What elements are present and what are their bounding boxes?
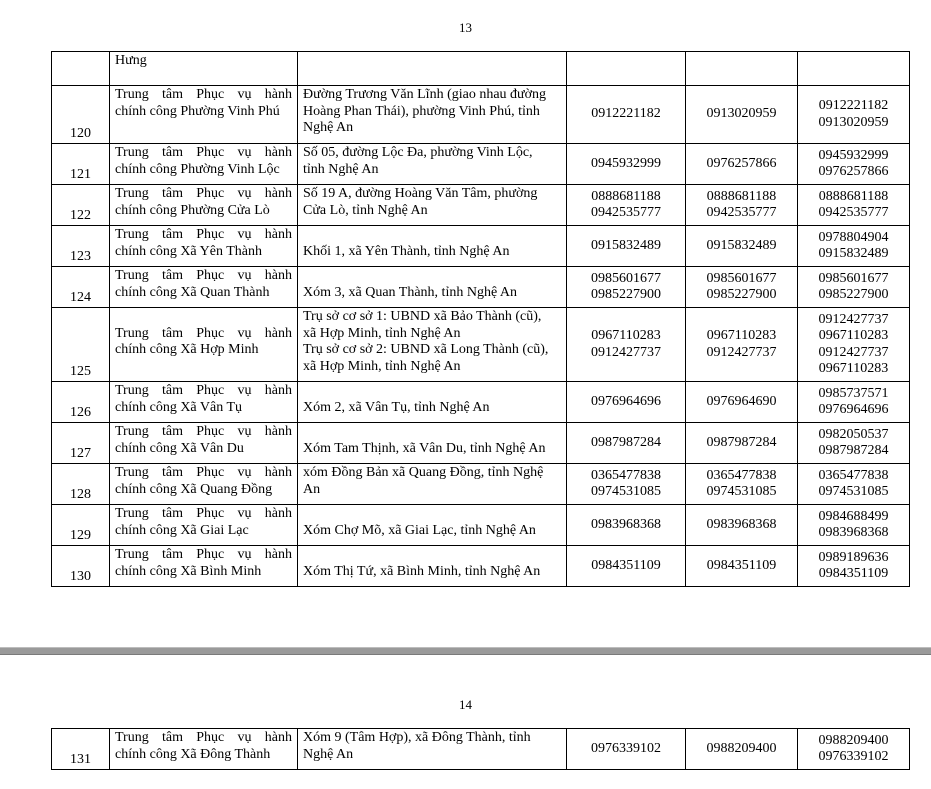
phone3-cell [798,505,910,546]
row-number: 122 [52,185,110,226]
office-name-line: chính công Phường Cửa Lò [115,202,270,218]
row-number: 126 [52,382,110,423]
phone-number: 0888681188 [818,188,889,204]
phone1-cell [567,267,686,308]
phone-number: 0976964696 [591,393,661,409]
office-name [110,308,298,382]
phone-number: 0983968368 [591,516,661,532]
address-line: tỉnh Nghệ An [303,161,379,177]
address-line [303,424,561,441]
phone-number: 0945932999 [818,147,889,163]
phone-number: 0983968368 [818,525,889,540]
phone1-cell [567,546,686,587]
office-name-line: chính công Xã Quang Đồng [115,481,273,497]
phone-number: 0912221182 [818,98,889,113]
office-name-line: chính công Xã Hợp Minh [115,342,259,357]
office-name-line: Trung tâm Phục vụ hành [115,325,292,341]
phone3-cell [798,729,910,770]
office-name [110,267,298,308]
phone-number: 0988209400 [818,732,889,748]
phone-number: 0987987284 [591,434,661,450]
office-name-line: chính công Xã Vân Tụ [115,399,243,415]
phone3-cell [798,267,910,308]
office-name [110,86,298,144]
address-line: Trụ sở cơ sở 2: UBND xã Long Thành (cũ), [303,342,549,357]
phone1-cell [567,423,686,464]
phone2-cell [686,382,798,423]
phone-number: 0912221182 [591,106,661,122]
office-address [298,382,567,423]
address-line: Xóm Thị Tứ, xã Bình Minh, tỉnh Nghệ An [303,563,541,579]
phone1-cell [567,226,686,267]
table-row [52,729,910,770]
row-number: 128 [52,464,110,505]
phone2-cell [686,546,798,587]
phone-number: 0942535777 [706,205,777,220]
row-number: 123 [52,226,110,267]
office-table [51,51,910,587]
address-line: Khối 1, xã Yên Thành, tỉnh Nghệ An [303,243,510,259]
phone-number: 0976257866 [706,155,777,171]
phone-number: 0985601677 [818,270,889,286]
phone-number: 0365477838 [818,467,889,483]
office-address [298,729,567,770]
document-page-14 [0,655,931,789]
page-separator [0,647,931,655]
office-address [298,546,567,587]
row-number: 129 [52,505,110,546]
address-line [303,506,561,523]
table-row [52,505,910,546]
phone2-cell [686,308,798,382]
row-number: 120 [52,86,110,144]
phone-number: 0913020959 [818,114,889,130]
phone-number: 0982050537 [818,426,889,442]
office-name-line: chính công Xã Quan Thành [115,284,270,300]
office-name-line: Trung tâm Phục vụ hành [115,87,292,102]
table-row [52,185,910,226]
phone3-cell [798,185,910,226]
address-line: Nghệ An [303,746,354,762]
address-line: Xóm 9 (Tâm Hợp), xã Đông Thành, tỉnh [303,730,531,745]
phone2-cell [686,729,798,770]
phone-number: 0983968368 [706,516,777,532]
address-line: Xóm 3, xã Quan Thành, tỉnh Nghệ An [303,284,517,300]
phone-number: 0888681188 [591,188,661,204]
phone3-cell [798,382,910,423]
office-name-line: chính công Xã Giai Lạc [115,522,249,538]
office-name-line: chính công Xã Đông Thành [115,746,271,762]
row-number: 121 [52,144,110,185]
office-address [298,267,567,308]
phone3-cell [798,86,910,144]
row-number: 131 [52,729,110,770]
office-name-line: Trung tâm Phục vụ hành [115,186,292,201]
office-address [298,308,567,382]
phone2-cell [686,423,798,464]
phone-number: 0967110283 [706,328,777,343]
phone1-cell [567,144,686,185]
phone2-cell [686,185,798,226]
phone-number: 0942535777 [818,205,889,220]
table-row [52,267,910,308]
address-line [303,547,561,564]
phone1-cell [567,86,686,144]
address-line: xã Hợp Minh, tỉnh Nghệ An [303,325,461,341]
address-line: Đường Trương Văn Lĩnh (giao nhau đường [303,87,547,102]
address-line: Xóm Chợ Mõ, xã Giai Lạc, tỉnh Nghệ An [303,522,536,538]
row-number: 124 [52,267,110,308]
office-name-line: chính công Phường Vinh Lộc [115,161,280,177]
address-line: Trụ sở cơ sở 1: UBND xã Bảo Thành (cũ), [303,309,542,324]
phone-number: 0985737571 [818,385,889,401]
address-line [303,268,561,285]
phone1-cell [567,308,686,382]
address-line: Xóm 2, xã Vân Tụ, tỉnh Nghệ An [303,399,490,415]
office-name [110,226,298,267]
phone3-cell [798,464,910,505]
phone1-cell [567,185,686,226]
office-name-line: Trung tâm Phục vụ hành [115,547,292,562]
office-name-line: Trung tâm Phục vụ hành [115,227,292,242]
phone-number: 0976339102 [591,740,661,756]
row-number: 130 [52,546,110,587]
phone-number: 0985601677 [591,270,661,286]
address-line: xóm Đồng Bản xã Quang Đồng, tỉnh Nghệ [303,465,544,480]
phone-number: 0976339102 [818,749,889,764]
office-name-line: Trung tâm Phục vụ hành [115,268,292,283]
table-row [52,144,910,185]
phone-number: 0984351109 [706,557,777,573]
phone-number: 0985227900 [706,287,777,302]
phone-number: 0942535777 [591,205,661,220]
page-number: 13 [459,20,472,35]
table-row [52,308,910,382]
office-name-line: Trung tâm Phục vụ hành [115,383,292,398]
address-line: Nghệ An [303,120,354,135]
phone3-cell [798,546,910,587]
office-name [110,382,298,423]
office-name [110,729,298,770]
office-name-line: Trung tâm Phục vụ hành [115,730,292,745]
phone-number: 0912427737 [818,344,889,360]
office-name-line: chính công Xã Bình Minh [115,563,262,579]
row-number: 127 [52,423,110,464]
phone-number: 0976964696 [818,402,889,417]
phone2-cell [686,86,798,144]
phone-number: 0984351109 [818,566,889,581]
office-address [298,185,567,226]
office-name-line: chính công Phường Vinh Phú [115,103,280,119]
office-name-line [115,309,292,326]
office-name-line: Trung tâm Phục vụ hành [115,424,292,439]
address-line: xã Hợp Minh, tỉnh Nghệ An [303,358,461,374]
phone-number: 0984351109 [591,557,661,573]
office-address [298,226,567,267]
address-line: Xóm Tam Thịnh, xã Vân Du, tỉnh Nghệ An [303,440,546,456]
office-name [110,185,298,226]
phone-number: 0989189636 [818,549,889,565]
phone2-cell [686,267,798,308]
office-name [110,144,298,185]
phone-number: 0365477838 [706,467,777,483]
office-address [298,464,567,505]
phone3-cell [798,144,910,185]
phone-number: 0984688499 [818,508,889,524]
office-address [298,86,567,144]
table-row [52,86,910,144]
office-name [110,423,298,464]
office-address [298,423,567,464]
address-line: An [303,481,321,497]
phone1-cell [567,52,686,86]
phone-number: 0915832489 [818,246,889,261]
office-name-line: Trung tâm Phục vụ hành [115,506,292,521]
phone3-cell [798,52,910,86]
phone-number: 0987987284 [818,443,889,458]
phone-number: 0967110283 [818,328,889,343]
phone-number: 0888681188 [706,188,777,204]
phone-number: 0967110283 [591,328,661,343]
phone-number: 0976964690 [706,393,777,409]
address-line: Cửa Lò, tỉnh Nghệ An [303,202,428,218]
address-line: Hoàng Phan Thái), phường Vinh Phú, tỉnh [303,103,540,119]
phone-number: 0912427737 [706,344,777,360]
phone-number: 0915832489 [706,237,777,253]
table-row [52,464,910,505]
office-name-line: Hưng [115,53,147,68]
phone-number: 0976257866 [818,164,889,179]
office-table [51,728,910,770]
phone1-cell [567,464,686,505]
phone-number: 0912427737 [818,311,889,327]
phone2-cell [686,226,798,267]
phone-number: 0967110283 [818,361,889,376]
table-row [52,382,910,423]
phone2-cell [686,144,798,185]
phone2-cell [686,505,798,546]
address-line [303,227,561,244]
page-number: 14 [459,697,472,712]
phone-number: 0913020959 [706,106,777,122]
phone-number: 0912427737 [591,344,661,360]
phone1-cell [567,505,686,546]
office-name [110,464,298,505]
phone1-cell [567,382,686,423]
table-row [52,546,910,587]
phone2-cell [686,52,798,86]
table-row [52,52,910,86]
phone-number: 0988209400 [706,740,777,756]
office-address [298,52,567,86]
row-number: 125 [52,308,110,382]
phone-number: 0915832489 [591,237,661,253]
office-address [298,505,567,546]
phone3-cell [798,226,910,267]
phone-number: 0978804904 [818,229,889,245]
phone-number: 0974531085 [706,484,777,499]
phone3-cell [798,423,910,464]
phone1-cell [567,729,686,770]
row-number [52,52,110,86]
phone-number: 0985227900 [818,287,889,302]
phone2-cell [686,464,798,505]
office-name [110,52,298,86]
table-row [52,226,910,267]
phone3-cell [798,308,910,382]
phone-number: 0985601677 [706,270,777,286]
phone-number: 0945932999 [591,155,661,171]
office-address [298,144,567,185]
address-line [303,383,561,400]
office-name-line: Trung tâm Phục vụ hành [115,145,292,160]
office-name [110,505,298,546]
office-name-line: chính công Xã Vân Du [115,440,244,456]
table-row [52,423,910,464]
office-name-line: chính công Xã Yên Thành [115,243,262,259]
office-name [110,546,298,587]
office-name-line: Trung tâm Phục vụ hành [115,465,292,480]
phone-number: 0987987284 [706,434,777,450]
phone-number: 0974531085 [591,484,661,499]
phone-number: 0365477838 [591,467,661,483]
phone-number: 0974531085 [818,484,889,499]
phone-number: 0985227900 [591,287,661,302]
address-line: Số 19 A, đường Hoàng Văn Tâm, phường [303,186,538,201]
address-line: Số 05, đường Lộc Đa, phường Vinh Lộc, [303,145,533,160]
